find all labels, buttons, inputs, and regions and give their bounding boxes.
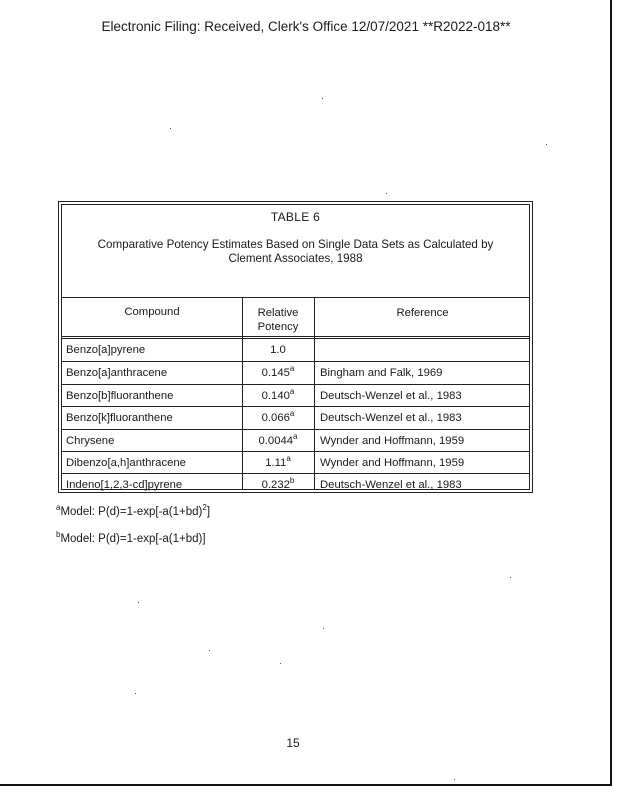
potency-footnote-mark: a <box>289 364 295 373</box>
table-title: TABLE 6 <box>270 210 321 224</box>
footnote-a <box>56 503 210 518</box>
compound-cell: Indeno[1,2,3-cd]pyrene <box>66 479 183 491</box>
table-caption: Comparative Potency Estimates Based on Single Data Sets as Calculated by Clement Associates, 1988 <box>97 238 494 265</box>
table-row <box>62 452 529 474</box>
potency-cell <box>242 339 314 361</box>
scan-speck <box>280 663 281 664</box>
potency-cell <box>242 430 314 452</box>
scan-speck <box>323 628 324 629</box>
compound-cell: Dibenzo[a,h]anthracene <box>66 457 186 469</box>
compound-cell: Benzo[a]anthracene <box>66 367 168 379</box>
title-divider <box>62 297 529 298</box>
table-row <box>62 362 529 384</box>
scan-speck <box>454 779 455 780</box>
compound-cell: Benzo[b]fluoranthene <box>66 390 174 402</box>
reference-cell: Deutsch-Wenzel et al., 1983 <box>320 479 462 491</box>
footnote-a-mark: a <box>56 503 61 512</box>
potency-cell <box>242 452 314 474</box>
table-inner-frame <box>61 204 530 490</box>
potency-value: 0.232 <box>261 479 290 491</box>
footnote-b-text: Model: P(d)=1-exp[-a(1+bd)] <box>60 533 206 545</box>
potency-value: 1.11 <box>265 457 287 469</box>
reference-cell: Wynder and Hoffmann, 1959 <box>320 457 465 469</box>
table-row <box>62 474 529 496</box>
footnote-a-tail: ] <box>206 506 211 518</box>
scan-speck <box>386 193 387 194</box>
compound-cell: Benzo[a]pyrene <box>66 344 146 356</box>
scan-speck <box>135 693 136 694</box>
potency-value: 0.145 <box>261 367 290 379</box>
column-header-potency <box>242 306 314 334</box>
filing-stamp: Electronic Filing: Received, Clerk's Office 12/07/2021 **R2022-018** <box>101 19 511 34</box>
table-row <box>62 430 529 452</box>
scan-speck <box>510 577 511 578</box>
scan-speck <box>170 128 171 129</box>
potency-value: 0.0044 <box>258 435 294 447</box>
reference-cell: Bingham and Falk, 1969 <box>320 367 443 379</box>
compound-cell: Chrysene <box>66 435 115 447</box>
potency-footnote-mark: a <box>293 432 298 441</box>
potency-cell <box>242 474 314 496</box>
footnote-b-mark: b <box>56 530 61 539</box>
column-header-potency-line2: Potency <box>257 321 299 333</box>
scan-speck <box>322 98 323 99</box>
potency-cell <box>242 362 314 384</box>
potency-footnote-mark: a <box>289 409 295 418</box>
reference-cell: Deutsch-Wenzel et al., 1983 <box>320 390 462 402</box>
scan-speck <box>546 144 547 145</box>
potency-value: 0.140 <box>261 390 290 402</box>
reference-cell <box>320 339 525 361</box>
table-title-block <box>62 205 529 297</box>
footnote-b <box>56 530 206 545</box>
column-header-compound: Compound <box>124 306 180 318</box>
potency-cell <box>242 385 314 407</box>
page-number: 15 <box>286 736 300 750</box>
scan-speck <box>209 650 210 651</box>
potency-table <box>58 201 533 493</box>
table-row <box>62 339 529 361</box>
potency-footnote-mark: a <box>289 387 295 396</box>
table-row <box>62 385 529 407</box>
reference-cell: Deutsch-Wenzel et al., 1983 <box>320 412 462 424</box>
potency-footnote-mark: b <box>289 476 295 485</box>
column-header-potency-line1: Relative <box>257 307 299 319</box>
potency-value: 0.066 <box>261 412 290 424</box>
scan-speck <box>138 602 139 603</box>
potency-value: 1.0 <box>270 344 286 356</box>
header-divider <box>62 336 529 337</box>
column-header-reference: Reference <box>396 307 449 319</box>
compound-cell: Benzo[k]fluoranthene <box>66 412 173 424</box>
potency-cell <box>242 407 314 429</box>
reference-cell: Wynder and Hoffmann, 1959 <box>320 435 465 447</box>
footnote-a-exponent: 2 <box>202 503 207 512</box>
table-row <box>62 407 529 429</box>
footnote-a-text: Model: P(d)=1-exp[-a(1+bd) <box>60 506 203 518</box>
potency-footnote-mark: a <box>286 454 291 463</box>
